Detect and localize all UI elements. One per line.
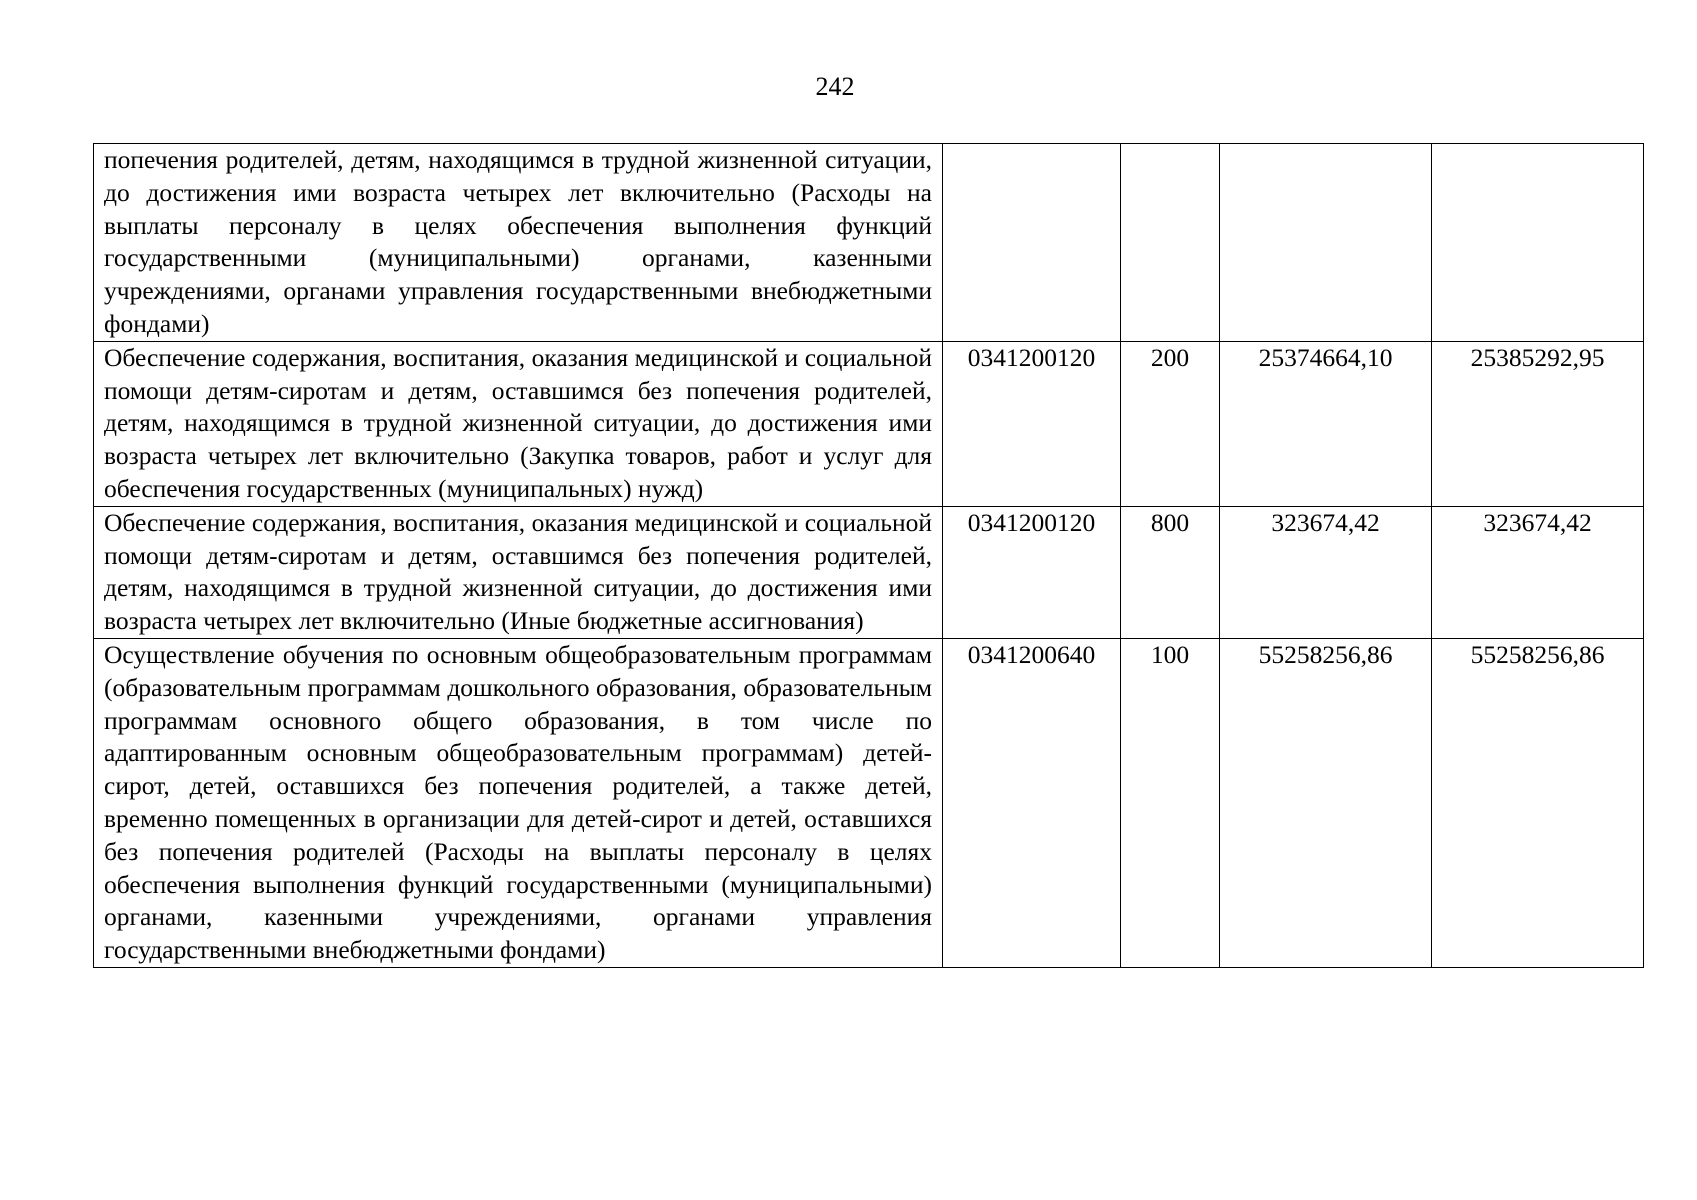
table-row	[94, 638, 1644, 967]
row-amount-1: 25374664,10	[1220, 341, 1432, 506]
row-description: Обеспечение содержания, воспитания, оказания медицинской и социальной помощи детям-сиротам и детям, оставшимся без попечения родителей, детям, находящимся в трудной жизненной ситуации, до достижения ими возраста четырех лет включительно (Иные бюджетные ассигнования)	[94, 506, 943, 638]
row-amount-1: 55258256,86	[1220, 638, 1432, 967]
row-amount-2: 323674,42	[1432, 506, 1644, 638]
row-expense-type: 100	[1121, 638, 1220, 967]
row-expense-type	[1121, 144, 1220, 342]
row-amount-2	[1432, 144, 1644, 342]
table-row	[94, 341, 1644, 506]
row-description: Осуществление обучения по основным общеобразовательным программам (образовательным программам дошкольного образования, образовательным программам основного общего образования, в том числе по адаптированным основным общеобразовательным программам) детей-сирот, детей, оставшихся без попечения родителей, а также детей, временно помещенных в организации для детей-сирот и детей, оставшихся без попечения родителей (Расходы на выплаты персоналу в целях обеспечения выполнения функций государственными (муниципальными) органами, казенными учреждениями, органами управления государственными внебюджетными фондами)	[94, 638, 943, 967]
budget-table	[93, 143, 1644, 968]
row-amount-1	[1220, 144, 1432, 342]
row-description: Обеспечение содержания, воспитания, оказания медицинской и социальной помощи детям-сиротам и детям, оставшимся без попечения родителей, детям, находящимся в трудной жизненной ситуации, до достижения ими возраста четырех лет включительно (Закупка товаров, работ и услуг для обеспечения государственных (муниципальных) нужд)	[94, 341, 943, 506]
row-code: 0341200120	[943, 506, 1121, 638]
row-amount-2: 25385292,95	[1432, 341, 1644, 506]
row-code: 0341200640	[943, 638, 1121, 967]
row-amount-1: 323674,42	[1220, 506, 1432, 638]
page-number: 242	[815, 72, 855, 101]
table-row	[94, 506, 1644, 638]
row-expense-type: 800	[1121, 506, 1220, 638]
table-row	[94, 144, 1644, 342]
row-description: попечения родителей, детям, находящимся в трудной жизненной ситуации, до достижения ими возраста четырех лет включительно (Расходы на выплаты персоналу в целях обеспечения выполнения функций государственными (муниципальными) органами, казенными учреждениями, органами управления государственными внебюджетными фондами)	[94, 144, 943, 342]
row-amount-2: 55258256,86	[1432, 638, 1644, 967]
row-code: 0341200120	[943, 341, 1121, 506]
row-expense-type: 200	[1121, 341, 1220, 506]
row-code	[943, 144, 1121, 342]
